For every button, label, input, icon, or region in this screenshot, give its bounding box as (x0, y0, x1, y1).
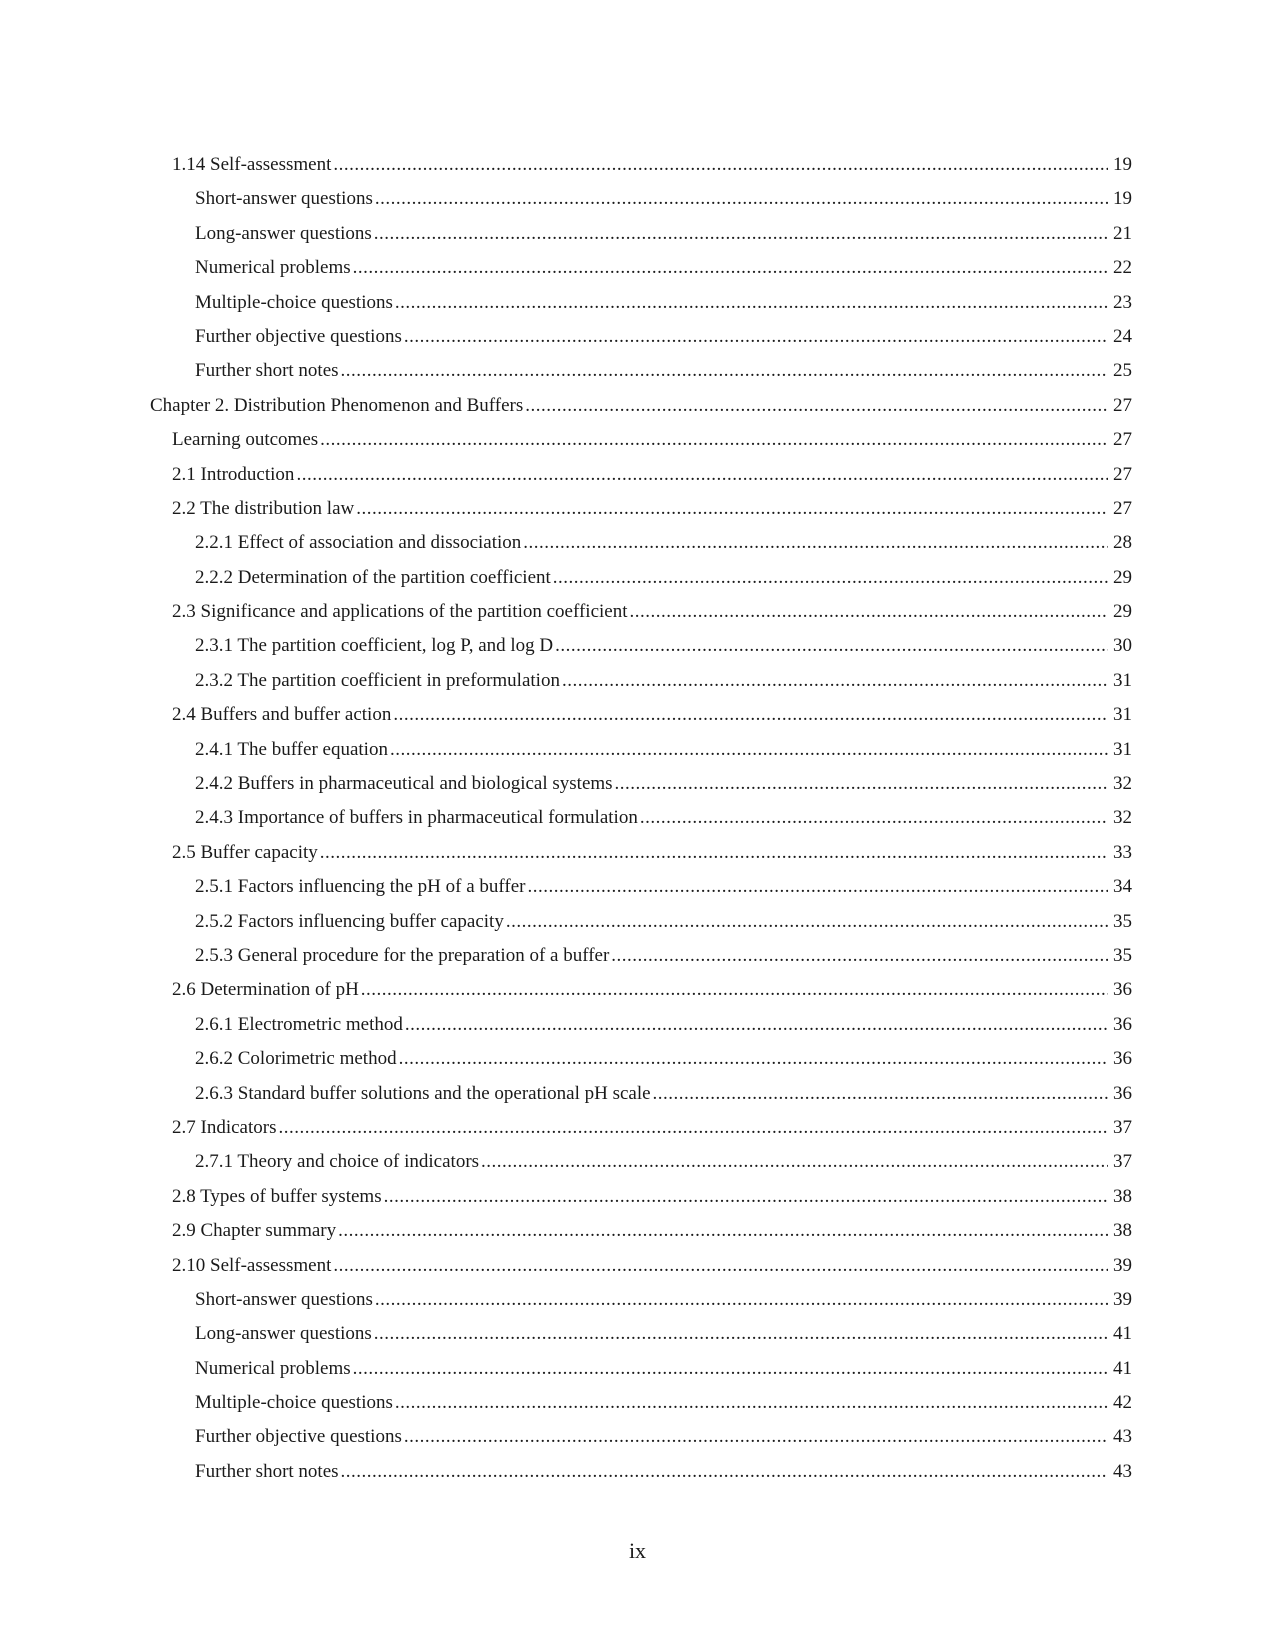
toc-entry-title: 2.3.1 The partition coefficient, log P, and log D (195, 635, 554, 657)
toc-entry-title: Further objective questions (195, 325, 402, 347)
toc-entry-title: 2.2.2 Determination of the partition coefficient (195, 566, 551, 588)
toc-entry-page-number: 29 (1113, 566, 1132, 588)
dot-leader (393, 698, 1108, 732)
toc-entry-title: 2.3 Significance and applications of the partition coefficient (172, 601, 628, 623)
dot-leader (527, 870, 1108, 904)
toc-entry[interactable] (150, 801, 1132, 835)
toc-entry[interactable] (150, 354, 1132, 388)
toc-entry-page-number: 36 (1113, 979, 1132, 1001)
dot-leader (341, 1455, 1108, 1489)
toc-entry-title: Further objective questions (195, 1426, 402, 1448)
dot-leader (320, 836, 1108, 870)
toc-entry-page-number: 39 (1113, 1288, 1132, 1310)
toc-entry-page-number: 30 (1113, 635, 1132, 657)
toc-entry[interactable] (150, 320, 1132, 354)
toc-entry-title: Multiple-choice questions (195, 291, 393, 313)
toc-entry-title: 2.5.1 Factors influencing the pH of a buffer (195, 876, 526, 898)
toc-entry[interactable] (150, 973, 1132, 1007)
dot-leader (404, 1420, 1108, 1454)
toc-entry-page-number: 29 (1113, 601, 1132, 623)
toc-entry-title: 2.10 Self-assessment (172, 1254, 332, 1276)
dot-leader (405, 1008, 1108, 1042)
toc-entry[interactable] (150, 1145, 1132, 1179)
toc-entry-page-number: 43 (1113, 1426, 1132, 1448)
toc-entry[interactable] (150, 698, 1132, 732)
toc-entry[interactable] (150, 182, 1132, 216)
toc-entry-page-number: 24 (1113, 325, 1132, 347)
toc-entry-page-number: 25 (1113, 360, 1132, 382)
toc-entry[interactable] (150, 1420, 1132, 1454)
toc-entry-title: 2.8 Types of buffer systems (172, 1185, 382, 1207)
toc-entry[interactable] (150, 1077, 1132, 1111)
toc-entry[interactable] (150, 217, 1132, 251)
toc-entry-page-number: 19 (1113, 188, 1132, 210)
toc-entry-page-number: 27 (1113, 463, 1132, 485)
dot-leader (356, 492, 1108, 526)
dot-leader (615, 767, 1108, 801)
dot-leader (375, 1283, 1108, 1317)
toc-entry[interactable] (150, 664, 1132, 698)
toc-entry-page-number: 38 (1113, 1220, 1132, 1242)
toc-entry[interactable] (150, 526, 1132, 560)
page-number-folio: ix (628, 1538, 647, 1563)
toc-entry-page-number: 31 (1113, 738, 1132, 760)
toc-entry-title: Learning outcomes (172, 429, 319, 451)
toc-entry-page-number: 28 (1113, 532, 1132, 554)
toc-entry-page-number: 19 (1113, 154, 1132, 175)
toc-entry-title: 2.6.1 Electrometric method (195, 1013, 403, 1035)
toc-entry[interactable] (150, 492, 1132, 526)
toc-entry[interactable] (150, 629, 1132, 663)
toc-entry[interactable] (150, 1386, 1132, 1420)
dot-leader (611, 939, 1108, 973)
toc-entry-page-number: 23 (1113, 291, 1132, 313)
toc-entry-title: 2.7 Indicators (172, 1116, 277, 1138)
toc-entry-page-number: 41 (1113, 1357, 1132, 1379)
toc-entry-title: 2.1 Introduction (172, 463, 295, 485)
dot-leader (395, 286, 1108, 320)
toc-entry[interactable] (150, 939, 1132, 973)
toc-entry-title: 2.2.1 Effect of association and dissociation (195, 532, 522, 554)
toc-entry[interactable] (150, 1180, 1132, 1214)
dot-leader (375, 182, 1108, 216)
dot-leader (404, 320, 1108, 354)
toc-entry[interactable] (150, 1249, 1132, 1283)
toc-entry[interactable] (150, 148, 1132, 182)
dot-leader (555, 629, 1108, 663)
toc-entry-title: Long-answer questions (195, 222, 372, 244)
toc-entry-page-number: 41 (1113, 1323, 1132, 1345)
toc-entry-title: Short-answer questions (195, 1288, 373, 1310)
table-of-contents (150, 148, 1132, 1489)
toc-entry-title: 2.4.3 Importance of buffers in pharmaceutical formulation (195, 807, 638, 829)
toc-entry-title: 2.4.2 Buffers in pharmaceutical and biological systems (195, 773, 613, 795)
toc-entry[interactable] (150, 836, 1132, 870)
toc-entry-page-number: 36 (1113, 1082, 1132, 1104)
toc-entry-page-number: 21 (1113, 222, 1132, 244)
dot-leader (384, 1180, 1108, 1214)
toc-entry-page-number: 27 (1113, 394, 1132, 416)
toc-entry-title: 1.14 Self-assessment (172, 154, 332, 175)
toc-entry-title: 2.6 Determination of pH (172, 979, 359, 1001)
toc-entry-page-number: 42 (1113, 1392, 1132, 1414)
toc-entry-page-number: 39 (1113, 1254, 1132, 1276)
dot-leader (353, 251, 1108, 285)
toc-entry[interactable] (150, 1111, 1132, 1145)
dot-leader (399, 1042, 1108, 1076)
toc-entry[interactable] (150, 1352, 1132, 1386)
toc-entry[interactable] (150, 423, 1132, 457)
toc-entry-title: 2.4.1 The buffer equation (195, 738, 388, 760)
toc-entry-title: 2.5 Buffer capacity (172, 841, 318, 863)
dot-leader (630, 595, 1109, 629)
toc-entry-title: 2.6.3 Standard buffer solutions and the operational pH scale (195, 1082, 651, 1104)
toc-entry-page-number: 31 (1113, 669, 1132, 691)
toc-entry-title: Chapter 2. Distribution Phenomenon and Buffers (150, 394, 524, 416)
toc-entry-page-number: 27 (1113, 429, 1132, 451)
toc-entry-title: 2.9 Chapter summary (172, 1220, 337, 1242)
toc-entry-page-number: 32 (1113, 773, 1132, 795)
toc-entry[interactable] (150, 905, 1132, 939)
dot-leader (278, 1111, 1108, 1145)
dot-leader (341, 354, 1108, 388)
toc-entry-title: 2.6.2 Colorimetric method (195, 1048, 397, 1070)
toc-entry-title: Numerical problems (195, 257, 351, 279)
toc-entry-page-number: 27 (1113, 497, 1132, 519)
toc-entry-title: Further short notes (195, 360, 339, 382)
toc-entry-page-number: 35 (1113, 910, 1132, 932)
dot-leader (353, 1352, 1108, 1386)
toc-entry-title: Numerical problems (195, 1357, 351, 1379)
toc-entry-page-number: 37 (1113, 1116, 1132, 1138)
dot-leader (296, 458, 1108, 492)
toc-entry[interactable] (150, 767, 1132, 801)
toc-entry[interactable] (150, 251, 1132, 285)
toc-entry[interactable] (150, 595, 1132, 629)
toc-entry-title: 2.7.1 Theory and choice of indicators (195, 1151, 480, 1173)
dot-leader (523, 526, 1108, 560)
toc-entry-title: 2.2 The distribution law (172, 497, 355, 519)
toc-entry-page-number: 32 (1113, 807, 1132, 829)
toc-entry[interactable] (150, 1455, 1132, 1489)
toc-entry-page-number: 22 (1113, 257, 1132, 279)
toc-entry[interactable] (150, 1214, 1132, 1248)
dot-leader (361, 973, 1108, 1007)
dot-leader (525, 389, 1108, 423)
toc-entry-title: 2.4 Buffers and buffer action (172, 704, 392, 726)
toc-entry-title: Short-answer questions (195, 188, 373, 210)
dot-leader (320, 423, 1108, 457)
dot-leader (374, 1317, 1108, 1351)
dot-leader (338, 1214, 1108, 1248)
dot-leader (653, 1077, 1108, 1111)
toc-entry[interactable] (150, 870, 1132, 904)
toc-entry[interactable] (150, 561, 1132, 595)
dot-leader (506, 905, 1108, 939)
toc-entry[interactable] (150, 1042, 1132, 1076)
toc-entry[interactable] (150, 1283, 1132, 1317)
toc-entry-title: Multiple-choice questions (195, 1392, 393, 1414)
toc-entry[interactable] (150, 389, 1132, 423)
toc-entry-page-number: 36 (1113, 1048, 1132, 1070)
toc-entry-page-number: 38 (1113, 1185, 1132, 1207)
toc-entry-page-number: 31 (1113, 704, 1132, 726)
toc-entry[interactable] (150, 458, 1132, 492)
dot-leader (562, 664, 1108, 698)
toc-entry[interactable] (150, 1008, 1132, 1042)
toc-entry-page-number: 36 (1113, 1013, 1132, 1035)
dot-leader (640, 801, 1108, 835)
dot-leader (333, 148, 1108, 182)
toc-entry-page-number: 35 (1113, 944, 1132, 966)
dot-leader (481, 1145, 1108, 1179)
toc-entry[interactable] (150, 1317, 1132, 1351)
toc-entry-title: Further short notes (195, 1460, 339, 1482)
toc-entry-title: Long-answer questions (195, 1323, 372, 1345)
toc-entry-title: 2.5.3 General procedure for the preparation of a buffer (195, 944, 610, 966)
dot-leader (374, 217, 1108, 251)
toc-entry-title: 2.3.2 The partition coefficient in preformulation (195, 669, 560, 691)
toc-entry-title: 2.5.2 Factors influencing buffer capacity (195, 910, 504, 932)
dot-leader (553, 561, 1108, 595)
toc-entry-page-number: 43 (1113, 1460, 1132, 1482)
dot-leader (390, 733, 1108, 767)
dot-leader (395, 1386, 1108, 1420)
toc-entry-page-number: 33 (1113, 841, 1132, 863)
dot-leader (333, 1249, 1108, 1283)
toc-entry-page-number: 37 (1113, 1151, 1132, 1173)
toc-entry[interactable] (150, 733, 1132, 767)
toc-entry[interactable] (150, 286, 1132, 320)
toc-entry-page-number: 34 (1113, 876, 1132, 898)
